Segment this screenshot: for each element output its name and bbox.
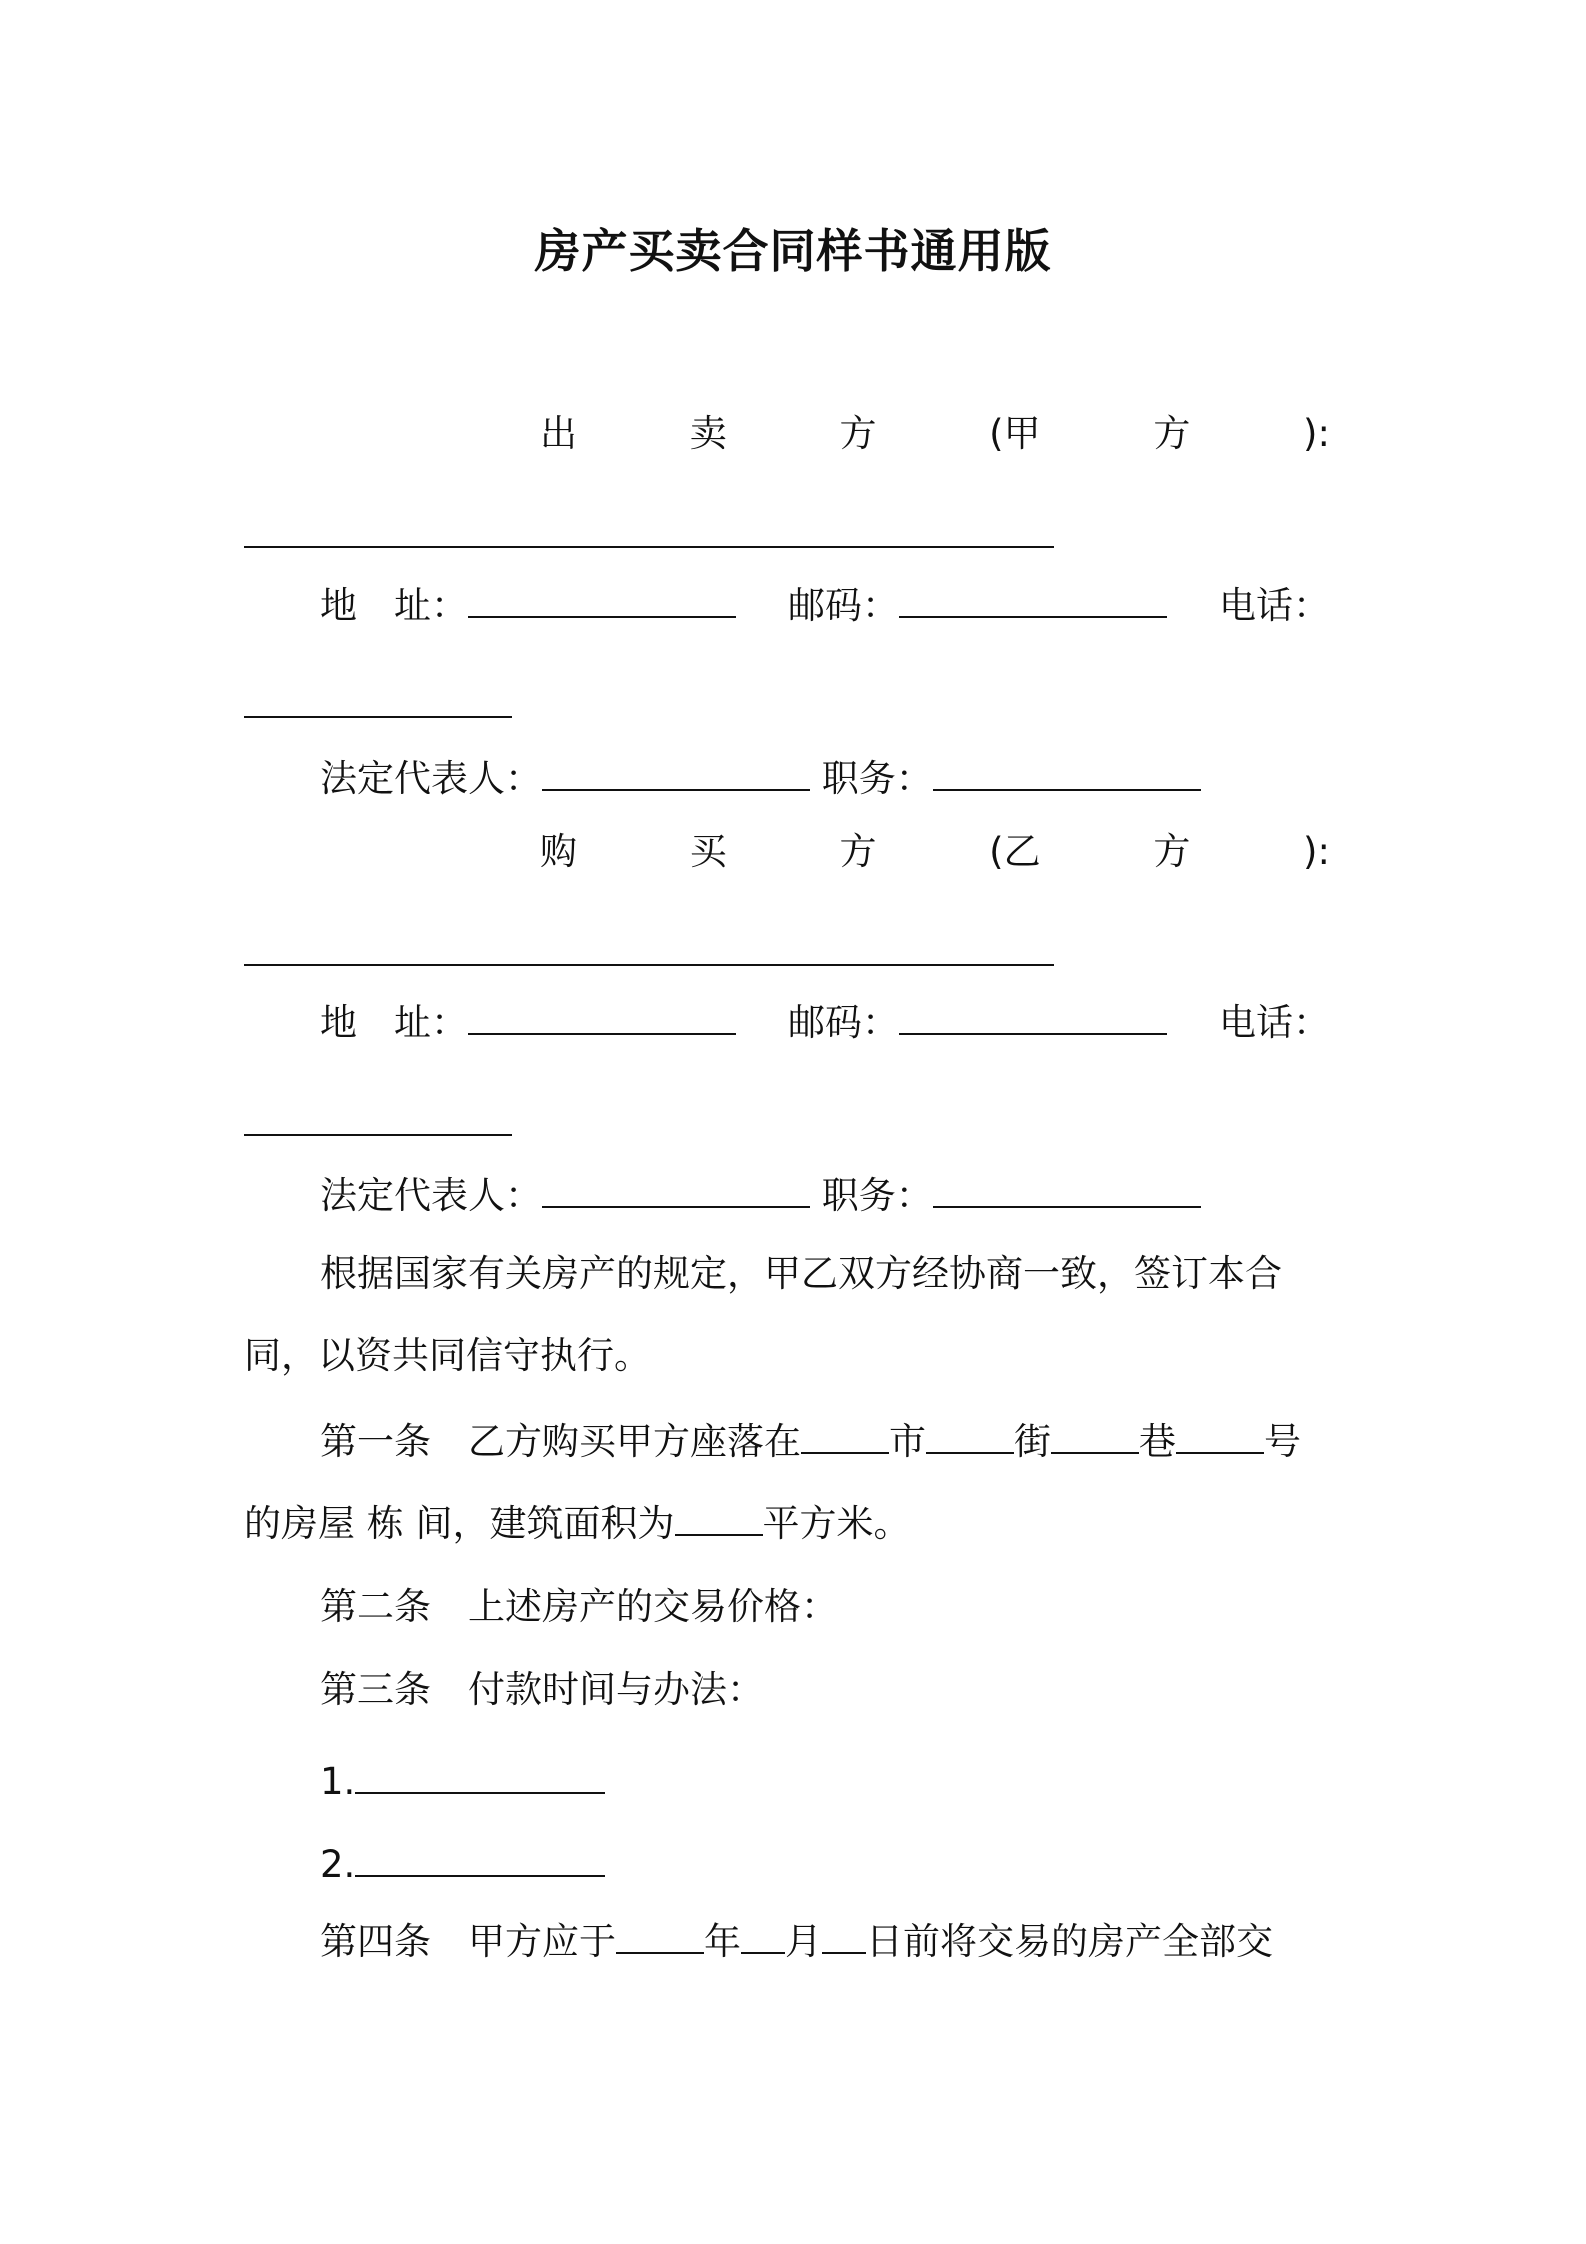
seller-contact-row <box>320 584 1330 628</box>
street-blank[interactable] <box>926 1422 1014 1454</box>
seller-position-blank[interactable] <box>933 759 1201 791</box>
seller-postcode-label: 邮码： <box>788 584 899 627</box>
article-3: 第三条 付款时间与办法： <box>320 1668 764 1711</box>
seller-heading-char: ): <box>1303 412 1330 455</box>
buyer-address-blank[interactable] <box>468 1003 736 1035</box>
city-blank[interactable] <box>801 1422 889 1454</box>
seller-name-blank[interactable] <box>244 546 1054 548</box>
month-blank[interactable] <box>741 1922 785 1954</box>
intro-line-2: 同，以资共同信守执行。 <box>244 1334 651 1377</box>
area-blank[interactable] <box>675 1504 763 1536</box>
lane-blank[interactable] <box>1051 1422 1139 1454</box>
area-unit: 平方米。 <box>762 1502 911 1545</box>
number-blank[interactable] <box>1176 1422 1264 1454</box>
buyer-contact-row <box>320 1001 1330 1045</box>
seller-address-blank[interactable] <box>468 586 736 618</box>
seller-address-label: 地 址： <box>320 584 468 627</box>
month-label: 月 <box>785 1920 822 1963</box>
buyer-rep-blank[interactable] <box>542 1176 810 1208</box>
buyer-heading-char: ): <box>1303 830 1330 873</box>
payment-item-2-blank[interactable] <box>355 1845 605 1877</box>
seller-position-label: 职务： <box>821 757 933 800</box>
payment-item-1-label: 1. <box>320 1760 356 1803</box>
seller-postcode-blank[interactable] <box>899 586 1167 618</box>
street-label: 街 <box>1014 1420 1051 1463</box>
buyer-position-blank[interactable] <box>933 1176 1201 1208</box>
seller-rep-blank[interactable] <box>542 759 810 791</box>
buyer-rep-row <box>320 1174 1201 1218</box>
year-label: 年 <box>704 1920 741 1963</box>
intro-line-1: 根据国家有关房产的规定，甲乙双方经协商一致，签订本合 <box>320 1252 1282 1295</box>
article-4-prefix: 第四条 甲方应于 <box>320 1920 616 1963</box>
seller-phone-label: 电话： <box>1219 584 1330 627</box>
buyer-phone-label: 电话： <box>1219 1001 1330 1044</box>
article-4-suffix: 日前将交易的房产全部交 <box>866 1920 1273 1963</box>
article-1-prefix: 第一条 乙方购买甲方座落在 <box>320 1420 801 1463</box>
city-label: 市 <box>889 1420 926 1463</box>
buyer-position-label: 职务： <box>821 1174 933 1217</box>
buyer-address-label: 地 址： <box>320 1001 468 1044</box>
buyer-postcode-blank[interactable] <box>899 1003 1167 1035</box>
seller-phone-blank[interactable] <box>244 716 512 718</box>
seller-rep-label: 法定代表人： <box>320 757 542 800</box>
buyer-heading <box>540 830 1330 874</box>
number-label: 号 <box>1264 1420 1301 1463</box>
day-blank[interactable] <box>822 1922 866 1954</box>
buyer-heading-char: 方 <box>1153 830 1191 873</box>
buyer-postcode-label: 邮码： <box>788 1001 899 1044</box>
seller-heading-char: 方 <box>839 412 877 455</box>
buyer-heading-char: 买 <box>689 830 727 873</box>
buyer-heading-char: 购 <box>540 830 577 873</box>
buyer-rep-label: 法定代表人： <box>320 1174 542 1217</box>
payment-item-2-label: 2. <box>320 1843 356 1886</box>
payment-item-1 <box>320 1760 605 1804</box>
article-1-line-1 <box>320 1420 1301 1464</box>
lane-label: 巷 <box>1139 1420 1176 1463</box>
article-2: 第二条 上述房产的交易价格： <box>320 1585 838 1628</box>
article-1-line-2 <box>244 1502 911 1546</box>
seller-rep-row <box>320 757 1201 801</box>
buyer-phone-blank[interactable] <box>244 1134 512 1136</box>
buyer-heading-char: 方 <box>839 830 877 873</box>
seller-heading-char: (甲 <box>989 412 1041 455</box>
seller-heading <box>540 412 1330 456</box>
payment-item-1-blank[interactable] <box>355 1762 605 1794</box>
article-4-line-1 <box>320 1920 1273 1964</box>
year-blank[interactable] <box>616 1922 704 1954</box>
article-1-line2-text: 的房屋 栋 间，建筑面积为 <box>244 1502 675 1545</box>
seller-heading-char: 出 <box>540 412 577 455</box>
payment-item-2 <box>320 1843 605 1887</box>
document-title: 房产买卖合同样书通用版 <box>534 224 1052 278</box>
seller-heading-char: 卖 <box>689 412 727 455</box>
seller-heading-char: 方 <box>1153 412 1191 455</box>
buyer-heading-char: (乙 <box>989 830 1041 873</box>
buyer-name-blank[interactable] <box>244 964 1054 966</box>
